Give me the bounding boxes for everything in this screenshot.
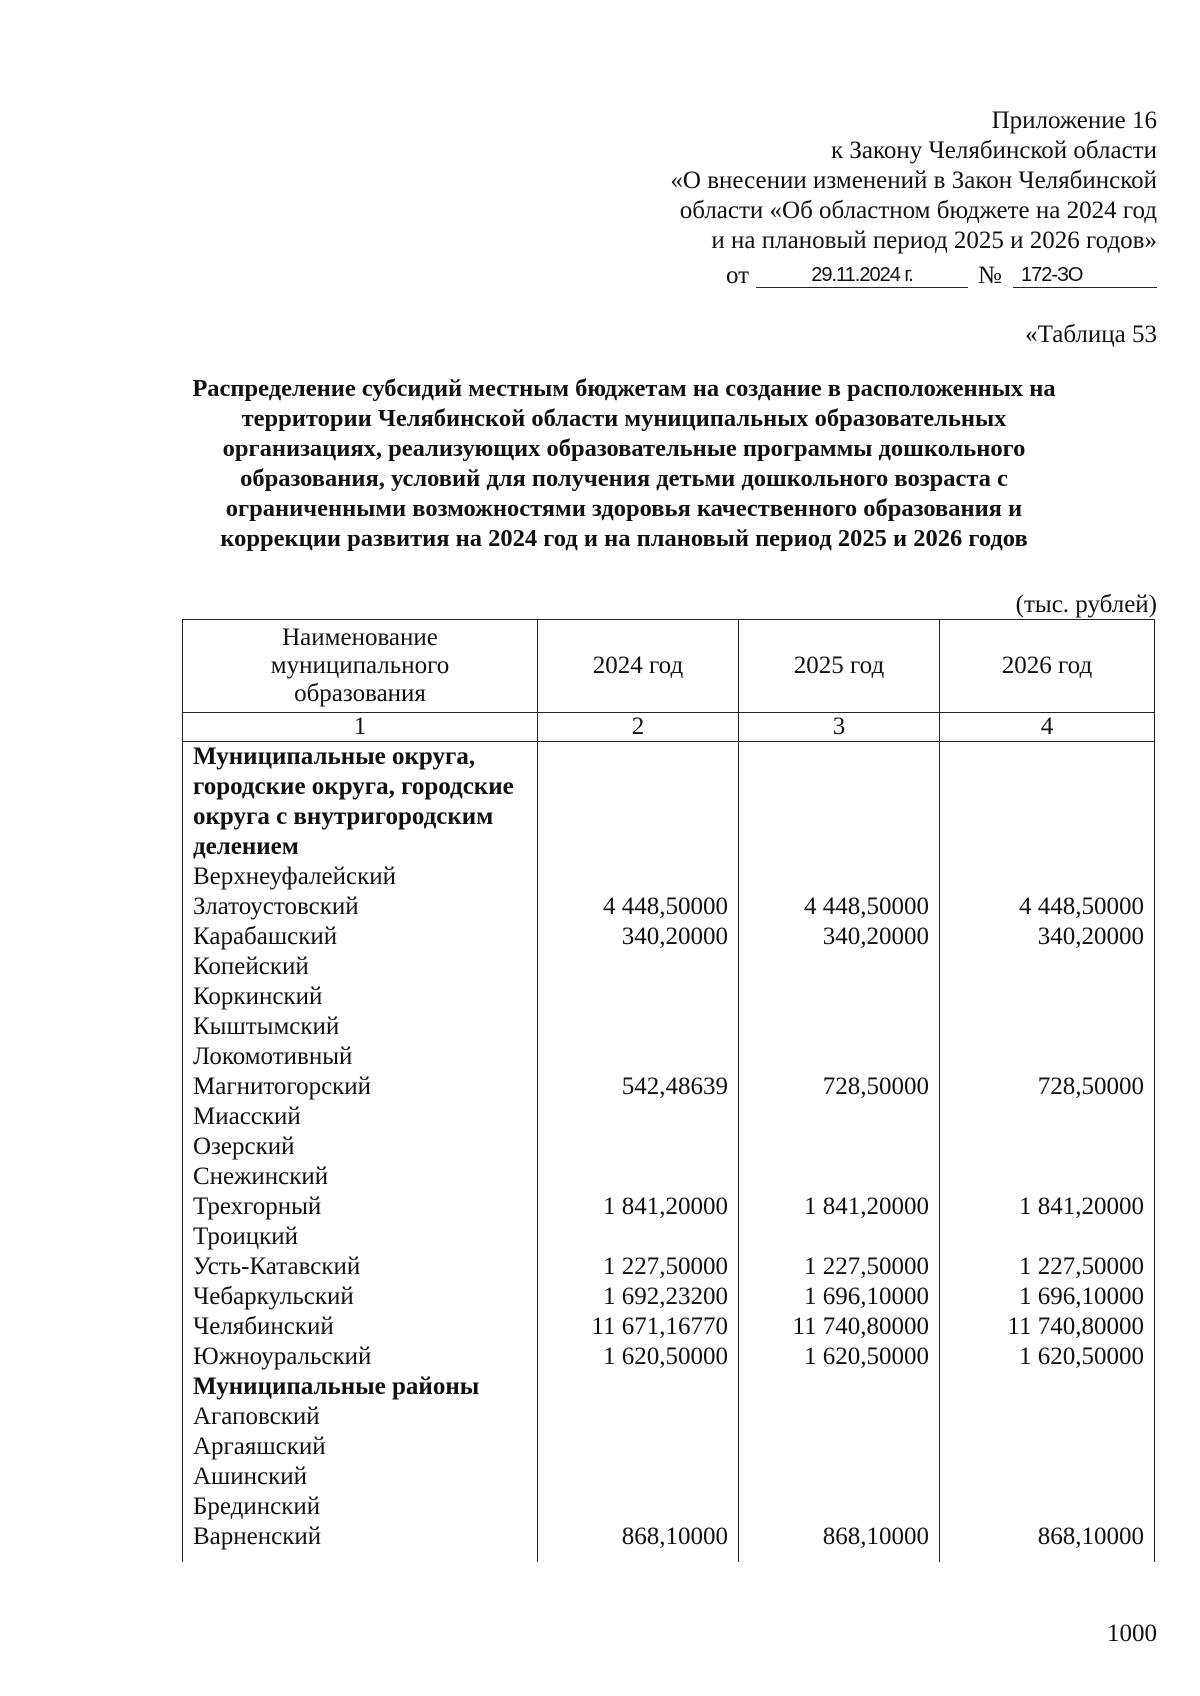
municipality-name: Челябинский [183,1312,538,1342]
municipality-name: Снежинский [183,1162,538,1192]
page-number: 1000 [1107,1620,1157,1647]
municipality-name: Верхнеуфалейский [183,862,538,892]
table-row [183,1522,1155,1562]
value-2025 [739,1012,940,1042]
value-2024: 868,10000 [538,1522,739,1562]
value-2025 [739,982,940,1012]
law-date: 29.11.2024 г. [756,263,968,288]
value-2026 [940,742,1155,863]
value-2025 [739,1462,940,1492]
value-2025: 4 448,50000 [739,892,940,922]
value-2025 [739,742,940,863]
column-header-2024: 2024 год [538,620,739,713]
value-2026 [940,952,1155,982]
table-row [183,952,1155,982]
value-2026: 868,10000 [940,1522,1155,1562]
value-2026: 4 448,50000 [940,892,1155,922]
value-2026: 728,50000 [940,1072,1155,1102]
value-2025: 1 620,50000 [739,1342,940,1372]
value-2024: 11 671,16770 [538,1312,739,1342]
value-2024: 340,20000 [538,922,739,952]
column-number: 3 [739,713,940,742]
municipality-name: Магнитогорский [183,1072,538,1102]
value-2026 [940,1162,1155,1192]
value-2026 [940,1102,1155,1132]
municipality-name: Южноуральский [183,1342,538,1372]
table-row [183,1162,1155,1192]
value-2024 [538,1222,739,1252]
value-2024: 1 227,50000 [538,1252,739,1282]
title-line: образования, условий для получения детьми дошкольного возраста с [240,465,1008,492]
document-title [180,374,1068,554]
value-2024: 1 620,50000 [538,1342,739,1372]
municipality-name: Златоустовский [183,892,538,922]
units-label: (тыс. рублей) [1015,591,1157,618]
table-row [183,1132,1155,1162]
value-2025 [739,1102,940,1132]
title-line: коррекции развития на 2024 год и на плановый период 2025 и 2026 годов [220,525,1028,552]
value-2024 [538,1012,739,1042]
value-2026 [940,1492,1155,1522]
value-2026 [940,1402,1155,1432]
table-row [183,1222,1155,1252]
value-2024 [538,1402,739,1432]
table-row [183,1342,1155,1372]
table-row [183,1492,1155,1522]
column-header-name: Наименование муниципального образования [183,620,538,713]
value-2024 [538,952,739,982]
value-2026 [940,1042,1155,1072]
value-2025: 868,10000 [739,1522,940,1562]
value-2025 [739,1042,940,1072]
table-row [183,982,1155,1012]
municipality-name: Агаповский [183,1402,538,1432]
value-2026: 1 841,20000 [940,1192,1155,1222]
value-2024 [538,1462,739,1492]
value-2026 [940,1462,1155,1492]
value-2025: 1 696,10000 [739,1282,940,1312]
value-2025 [739,1402,940,1432]
value-2025: 1 841,20000 [739,1192,940,1222]
municipality-name: Карабашский [183,922,538,952]
section-row [183,1372,1155,1402]
value-2025 [739,1432,940,1462]
municipality-name: Кыштымский [183,1012,538,1042]
value-2026: 340,20000 [940,922,1155,952]
header-line: области «Об областном бюджете на 2024 год [679,197,1157,224]
document-header [670,106,1157,256]
ot-label: от [726,262,750,289]
law-number: 172-ЗО [1013,263,1157,288]
table-row [183,1462,1155,1492]
value-2025 [739,952,940,982]
municipality-name: Муниципальные районы [183,1372,538,1402]
municipality-name: Муниципальные округа, городские округа, городские округа с внутригородским делением [183,742,538,863]
municipality-name: Озерский [183,1132,538,1162]
section-row [183,742,1155,863]
table-row [183,1042,1155,1072]
municipality-name: Чебаркульский [183,1282,538,1312]
table-row [183,1252,1155,1282]
column-header-2025: 2025 год [739,620,940,713]
table-row [183,1192,1155,1222]
municipality-name: Миасский [183,1102,538,1132]
value-2024: 4 448,50000 [538,892,739,922]
value-2026 [940,1372,1155,1402]
value-2026 [940,1222,1155,1252]
municipality-name: Брединский [183,1492,538,1522]
value-2026 [940,862,1155,892]
table-row [183,1312,1155,1342]
value-2024: 542,48639 [538,1072,739,1102]
value-2025 [739,1492,940,1522]
title-line: территории Челябинской области муниципальных образовательных [241,405,1007,432]
header-line: и на плановый период 2025 и 2026 годов» [711,227,1157,254]
municipality-name: Коркинский [183,982,538,1012]
value-2026: 1 696,10000 [940,1282,1155,1312]
table-row [183,892,1155,922]
value-2025 [739,1162,940,1192]
municipality-name: Ашинский [183,1462,538,1492]
value-2024: 1 692,23200 [538,1282,739,1312]
municipality-name: Локомотивный [183,1042,538,1072]
title-line: Распределение субсидий местным бюджетам на создание в расположенных на [192,375,1056,402]
table-row [183,922,1155,952]
value-2024 [538,1432,739,1462]
value-2024 [538,1042,739,1072]
value-2026 [940,982,1155,1012]
municipality-name: Трехгорный [183,1192,538,1222]
number-label: № [978,262,1002,289]
header-line: «О внесении изменений в Закон Челябинской [670,167,1157,194]
column-header-2026: 2026 год [940,620,1155,713]
value-2026 [940,1432,1155,1462]
table-row [183,862,1155,892]
municipality-name: Копейский [183,952,538,982]
column-number: 2 [538,713,739,742]
law-date-number [726,256,1157,290]
subsidy-table [182,619,1155,1562]
table-row [183,1012,1155,1042]
value-2025 [739,1222,940,1252]
value-2026: 1 227,50000 [940,1252,1155,1282]
header-line: Приложение 16 [991,107,1157,134]
value-2026: 11 740,80000 [940,1312,1155,1342]
table-row [183,1282,1155,1312]
municipality-name: Варненский [183,1522,538,1562]
column-number: 1 [183,713,538,742]
value-2026 [940,1012,1155,1042]
value-2025 [739,1372,940,1402]
value-2024 [538,982,739,1012]
value-2024 [538,742,739,863]
header-line: к Закону Челябинской области [831,137,1157,164]
title-line: ограниченными возможностями здоровья качественного образования и [225,495,1023,522]
value-2024 [538,862,739,892]
value-2025 [739,1132,940,1162]
value-2025: 1 227,50000 [739,1252,940,1282]
municipality-name: Аргаяшский [183,1432,538,1462]
table-body [183,742,1155,1563]
value-2024: 1 841,20000 [538,1192,739,1222]
table-row [183,1432,1155,1462]
table-reference: «Таблица 53 [1025,321,1157,348]
value-2024 [538,1132,739,1162]
value-2024 [538,1372,739,1402]
column-number: 4 [940,713,1155,742]
municipality-name: Троицкий [183,1222,538,1252]
title-line: организациях, реализующих образовательные программы дошкольного [222,435,1026,462]
value-2025 [739,862,940,892]
value-2025: 11 740,80000 [739,1312,940,1342]
table-row [183,1102,1155,1132]
value-2024 [538,1492,739,1522]
value-2024 [538,1102,739,1132]
value-2026: 1 620,50000 [940,1342,1155,1372]
value-2025: 728,50000 [739,1072,940,1102]
value-2026 [940,1132,1155,1162]
table-row [183,1402,1155,1432]
value-2024 [538,1162,739,1192]
table-row [183,1072,1155,1102]
municipality-name: Усть-Катавский [183,1252,538,1282]
value-2025: 340,20000 [739,922,940,952]
